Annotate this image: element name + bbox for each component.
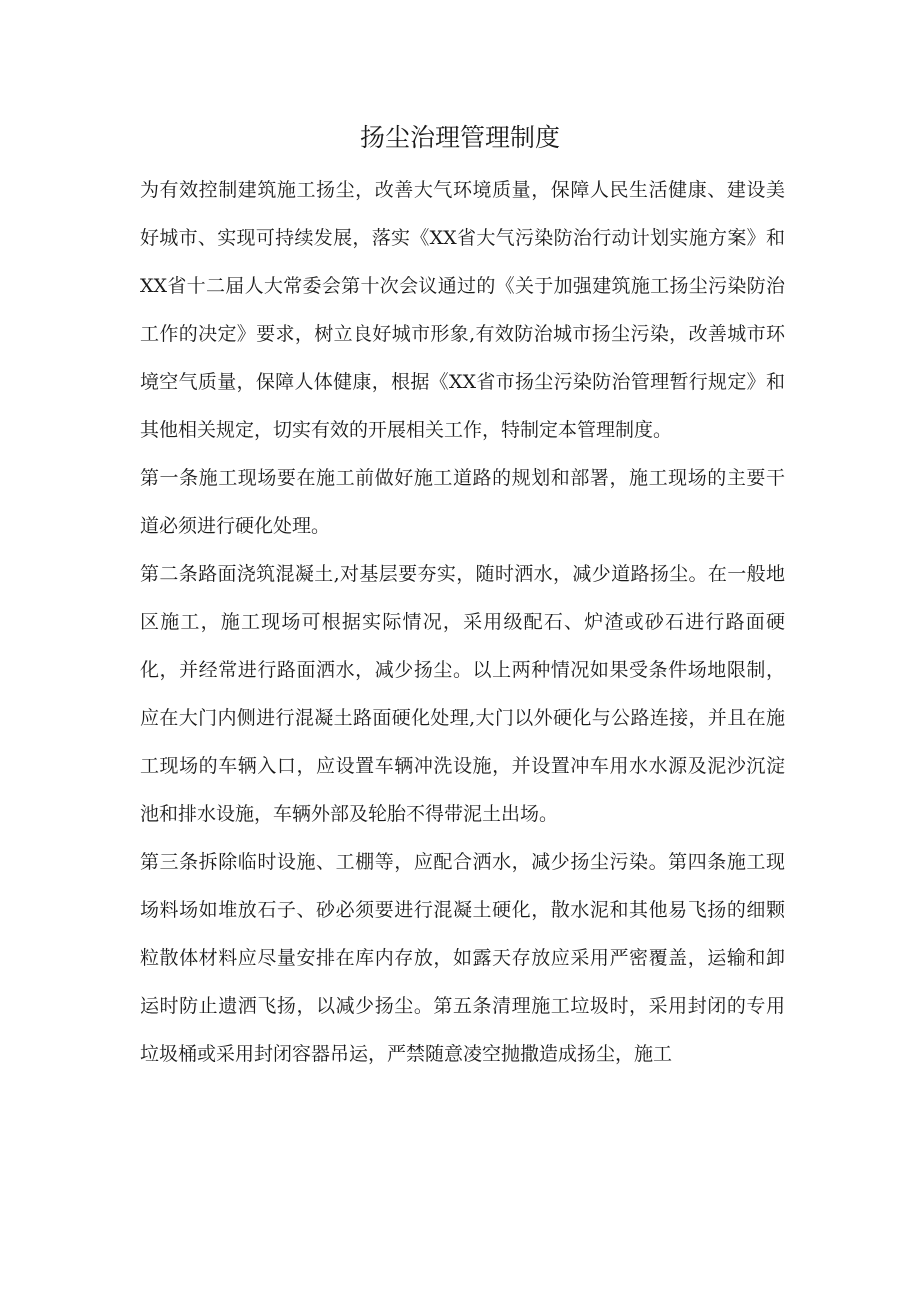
paragraph-intro: 为有效控制建筑施工扬尘，改善大气环境质量，保障人民生活健康、建设美好城市、实现可持续发展，落实《XX省大气污染防治行动计划实施方案》和XX省十二届人大常委会第十次会议通过的《关于加强建筑施工扬尘污染防治工作的决定》要求，树立良好城市形象,有效防治城市扬尘污染，改善城市环境空气质量，保障人体健康，根据《XX省市扬尘污染防治管理暂行规定》和其他相关规定，切实有效的开展相关工作，特制定本管理制度。 — [140, 179, 785, 441]
document-title: 扬尘治理管理制度 — [359, 123, 560, 152]
paragraph-article-1: 第一条施工现场要在施工前做好施工道路的规划和部署，施工现场的主要干道必须进行硬化处理。 — [140, 467, 785, 537]
document-body — [140, 166, 785, 1078]
paragraph-article-3-5: 第三条拆除临时设施、工棚等，应配合洒水，减少扬尘污染。第四条施工现场料场如堆放石子、砂必须要进行混凝土硬化，散水泥和其他易飞扬的细颗粒散体材料应尽量安排在库内存放，如露天存放应采用严密覆盖，运输和卸运时防止遗洒飞扬，以减少扬尘。第五条清理施工垃圾时，采用封闭的专用垃圾桶或采用封闭容器吊运，严禁随意凌空抛撒造成扬尘，施工 — [140, 851, 785, 1065]
paragraph-article-2: 第二条路面浇筑混凝土,对基层要夯实，随时洒水，减少道路扬尘。在一般地区施工，施工现场可根据实际情况，采用级配石、炉渣或砂石进行路面硬化，并经常进行路面洒水，减少扬尘。以上两种情况如果受条件场地限制，应在大门内侧进行混凝土路面硬化处理,大门以外硬化与公路连接，并且在施工现场的车辆入口，应设置车辆冲洗设施，并设置冲车用水水源及泥沙沉淀池和排水设施，车辆外部及轮胎不得带泥土出场。 — [140, 563, 785, 825]
